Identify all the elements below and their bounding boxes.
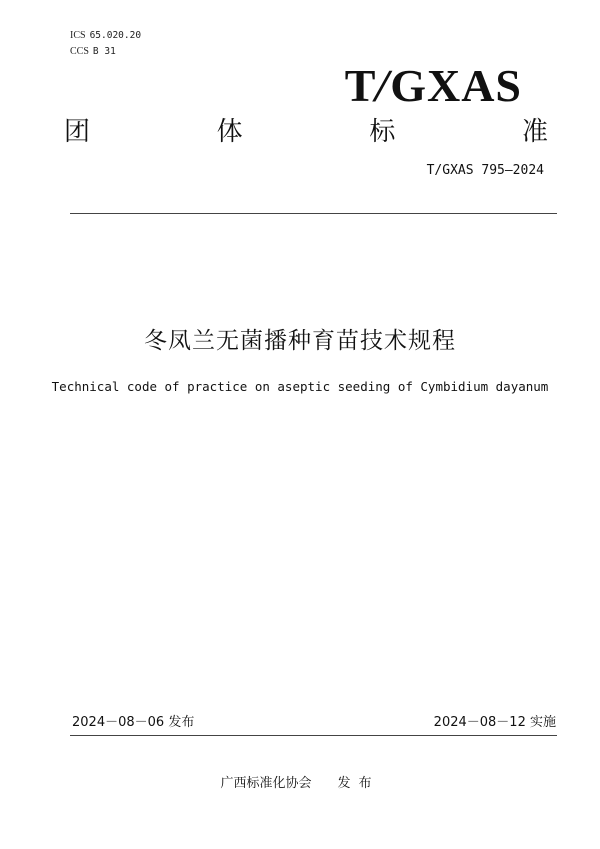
issue-date: 2024－08－06 — [72, 715, 165, 730]
implement-date: 2024－08－12 — [433, 715, 526, 730]
implement-date-line — [434, 714, 556, 732]
top-divider — [70, 213, 557, 214]
ics-label: ICS — [70, 30, 86, 41]
logo-prefix: T — [344, 60, 377, 111]
standard-type-char: 准 — [521, 117, 548, 147]
standard-number: T/GXAS 795—2024 — [426, 163, 544, 178]
ics-code: 65.020.20 — [89, 30, 142, 41]
issue-label: 发布 — [168, 715, 195, 730]
ccs-label: CCS — [70, 46, 89, 57]
ics-row — [70, 28, 145, 44]
classification-codes — [70, 28, 145, 60]
ccs-code: B 31 — [92, 46, 116, 57]
issue-date-line — [72, 714, 194, 732]
ccs-row — [70, 44, 145, 60]
logo-suffix: GXAS — [390, 60, 522, 111]
standard-type-char: 体 — [216, 117, 243, 147]
standard-type-char: 标 — [369, 117, 396, 147]
implement-label: 实施 — [529, 715, 556, 730]
standard-type-heading — [64, 114, 548, 150]
document-title-english: Technical code of practice on aseptic seeding of Cymbidium dayanum — [51, 379, 549, 394]
standard-type-char: 团 — [64, 117, 91, 147]
publisher-line — [0, 775, 600, 793]
logo-slash: / — [371, 60, 396, 111]
standard-logo — [345, 58, 522, 114]
publisher-organization: 广西标准化协会 — [220, 776, 312, 791]
publisher-action: 发布 — [337, 776, 380, 791]
document-title-chinese: 冬凤兰无菌播种育苗技术规程 — [144, 328, 456, 354]
bottom-divider — [70, 735, 557, 736]
